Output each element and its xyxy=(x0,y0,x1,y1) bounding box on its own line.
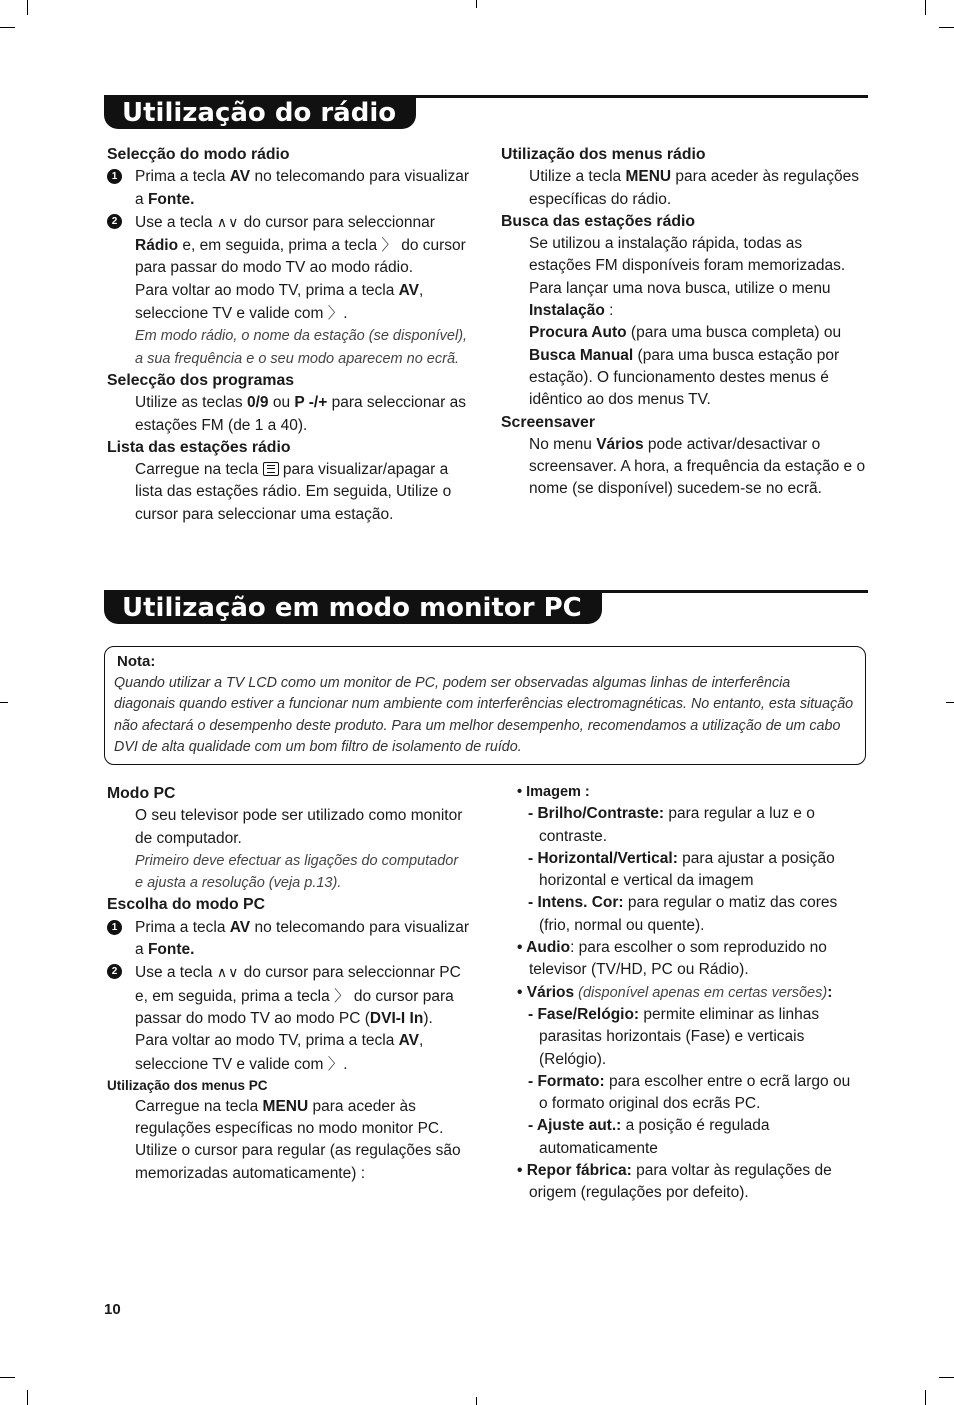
right-key-icon: 〉 xyxy=(327,304,344,323)
bullet-factory-reset: • Repor fábrica: para voltar às regulações de origem (regulações por defeito). xyxy=(517,1162,832,1202)
step-2: 2 Use a tecla ∧∨ do cursor para seleccionnar Rádio e, em seguida, prima a tecla 〉 do cursor para passar do modo TV ao modo rádio. Para voltar ao modo TV, prima a tecla AV, seleccione TV e valide com 〉. xyxy=(107,211,469,325)
item-horizontal-vertical: - Horizontal/Vertical: para ajustar a posição horizontal e vertical da imagem xyxy=(528,849,835,890)
heading-radio-mode: Selecção do modo rádio xyxy=(107,146,290,163)
heading-pc-menus: Utilização dos menus PC xyxy=(107,1077,268,1093)
up-down-keys-icon: ∧∨ xyxy=(216,964,240,981)
pc-right-column xyxy=(517,781,859,1205)
note-body: Quando utilizar a TV LCD como um monitor de PC, podem ser observadas algumas linhas de interferência diagonais quando estiver a funcionar num ambiente com interferências electromagnéticas. No entanto, esta situação não afectará o desempenho deste produto. Para um melhor desempenho, recomendamos a utilização de um cabo DVI de alta qualidade com um bom filtro de isolamento de ruído. xyxy=(114,675,854,756)
crop-mark xyxy=(476,1397,477,1405)
right-key-icon: 〉 xyxy=(327,1054,344,1073)
paragraph-program-selection: Utilize as teclas 0/9 ou P -/+ para seleccionar as estações FM (de 1 a 40). xyxy=(135,394,467,434)
step-number-icon: 2 xyxy=(107,964,122,979)
right-key-icon: 〉 xyxy=(381,236,397,255)
up-down-keys-icon: ∧∨ xyxy=(216,213,240,230)
paragraph-station-search: Se utilizou a instalação rápida, todas as estações FM disponíveis foram memorizadas. Para lançar uma nova busca, utilize o menu Instalação : Procura Auto (para uma busca completa) ou Busca Manual (para uma busca estação por estação). O funcionamento destes menus é idêntico ao dos menus TV. xyxy=(529,235,846,409)
paragraph-station-list: Carregue na tecla para visualizar/apagar a lista das estações rádio. Em seguida, Utilize o cursor para seleccionar uma estação. xyxy=(135,461,452,523)
crop-mark xyxy=(925,0,926,15)
crop-mark xyxy=(0,27,15,28)
item-auto-adjust: - Ajuste aut.: a posição é regulada automaticamente xyxy=(528,1117,770,1157)
paragraph-radio-menus: Utilize a tecla MENU para aceder às regulações específicas do rádio. xyxy=(529,168,859,208)
bullet-audio: • Audio: para escolher o som reproduzido no televisor (TV/HD, PC ou Rádio). xyxy=(517,939,827,979)
crop-mark xyxy=(939,27,954,28)
heading-station-list: Lista das estações rádio xyxy=(107,438,291,456)
heading-station-search: Busca das estações rádio xyxy=(501,212,696,230)
list-key-icon xyxy=(263,462,279,476)
step-1: 1 Prima a tecla AV no telecomando para visualizar a Fonte. xyxy=(107,917,469,962)
step-number-icon: 1 xyxy=(107,169,122,184)
section-title: Utilização do rádio xyxy=(104,96,416,129)
section-title: Utilização em modo monitor PC xyxy=(104,591,602,624)
right-key-icon: 〉 xyxy=(334,986,350,1005)
pc-mode-note: Primeiro deve efectuar as ligações do computador e ajusta a resolução (veja p.13). xyxy=(135,852,459,892)
crop-mark xyxy=(27,0,28,15)
radio-right-column xyxy=(501,144,868,501)
step-number-icon: 2 xyxy=(107,214,122,229)
heading-pc-mode-choice: Escolha do modo PC xyxy=(107,896,265,914)
item-format: - Formato: para escolher entre o ecrã largo ou o formato original dos ecrãs PC. xyxy=(528,1072,851,1113)
radio-mode-note: Em modo rádio, o nome da estação (se disponível), a sua frequência e o seu modo aparecem no ecrã. xyxy=(135,328,468,367)
crop-mark xyxy=(0,702,8,703)
crop-mark xyxy=(27,1390,28,1405)
radio-left-column xyxy=(107,144,469,526)
heading-pc-mode: Modo PC xyxy=(107,785,176,802)
item-phase-clock: - Fase/Relógio: permite eliminar as linhas parasitas horizontais (Fase) e verticais (Relógio). xyxy=(528,1005,820,1068)
page-number: 10 xyxy=(104,1301,121,1318)
bullet-varios: • Vários (disponível apenas em certas versões): xyxy=(517,983,833,1001)
item-color-intensity: - Intens. Cor: para regular o matiz das cores (frio, normal ou quente). xyxy=(528,894,838,934)
bullet-imagem: • Imagem : xyxy=(517,784,590,800)
note-box xyxy=(104,646,866,765)
paragraph-pc-mode: O seu televisor pode ser utilizado como monitor de computador. xyxy=(135,807,463,847)
step-2: 2 Use a tecla ∧∨ do cursor para seleccionnar PC e, em seguida, prima a tecla 〉 do cursor para passar do modo TV ao modo PC (DVI-I In). Para voltar ao modo TV, prima a tecla AV, seleccione TV e valide com 〉. xyxy=(107,961,469,1075)
crop-mark xyxy=(476,0,477,8)
item-brightness-contrast: - Brilho/Contraste: para regular a luz e o contraste. xyxy=(528,805,815,845)
heading-radio-menus: Utilização dos menus rádio xyxy=(501,146,706,163)
heading-program-selection: Selecção dos programas xyxy=(107,371,295,389)
crop-mark xyxy=(0,1377,15,1378)
heading-screensaver: Screensaver xyxy=(501,413,595,431)
crop-mark xyxy=(946,702,954,703)
step-number-icon: 1 xyxy=(107,920,122,935)
crop-mark xyxy=(925,1390,926,1405)
paragraph-pc-menus: Carregue na tecla MENU para aceder às regulações específicas no modo monitor PC. Utilize o cursor para regular (as regulações são memorizadas automaticamente) : xyxy=(135,1097,461,1182)
pc-left-column xyxy=(107,783,469,1185)
paragraph-screensaver: No menu Vários pode activar/desactivar o screensaver. A hora, a frequência da estação e o nome (se disponível) sucedem-se no ecrã. xyxy=(529,435,866,498)
note-title: Nota: xyxy=(117,653,156,670)
step-1: 1 Prima a tecla AV no telecomando para visualizar a Fonte. xyxy=(107,166,469,211)
crop-mark xyxy=(939,1377,954,1378)
